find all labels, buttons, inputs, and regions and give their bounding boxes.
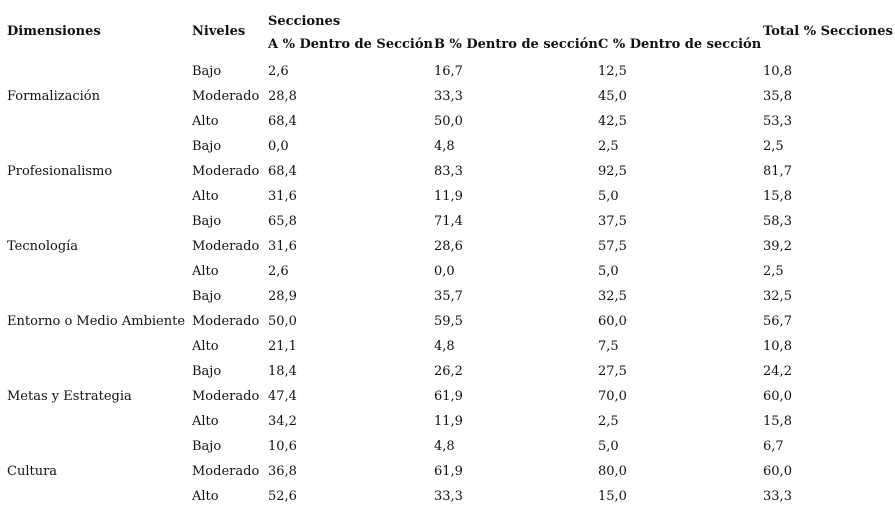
seccion-c-cell: 5,0 — [598, 439, 619, 454]
seccion-b-cell: 61,9 — [434, 464, 463, 479]
seccion-c-cell: 92,5 — [598, 164, 627, 179]
seccion-c-cell: 60,0 — [598, 314, 627, 329]
table-row — [7, 59, 889, 84]
nivel-cell: Moderado — [192, 464, 260, 479]
dimension-cell: Profesionalismo — [7, 164, 113, 179]
seccion-b-cell: 61,9 — [434, 389, 463, 404]
seccion-c-cell: 42,5 — [598, 114, 627, 129]
nivel-cell: Bajo — [192, 214, 222, 229]
nivel-cell: Alto — [192, 414, 219, 429]
header-total: Total % Secciones — [763, 24, 893, 39]
dimension-cell: Cultura — [7, 464, 58, 479]
table-row — [7, 434, 889, 459]
total-cell: 32,5 — [763, 289, 792, 304]
seccion-a-cell: 10,6 — [268, 439, 297, 454]
seccion-a-cell: 28,8 — [268, 89, 297, 104]
seccion-b-cell: 35,7 — [434, 289, 463, 304]
table-header — [7, 4, 893, 59]
total-cell: 60,0 — [763, 389, 792, 404]
nivel-cell: Bajo — [192, 139, 222, 154]
header-seccion-c: C % Dentro de sección — [598, 36, 762, 52]
seccion-a-cell: 21,1 — [268, 339, 297, 354]
total-cell: 10,8 — [763, 339, 792, 354]
seccion-a-cell: 36,8 — [268, 464, 297, 479]
seccion-b-cell: 0,0 — [434, 264, 455, 279]
dimension-cell: Entorno o Medio Ambiente — [7, 314, 186, 329]
header-seccion-b: B % Dentro de sección — [434, 36, 598, 52]
nivel-cell: Alto — [192, 264, 219, 279]
nivel-cell: Moderado — [192, 239, 260, 254]
seccion-c-cell: 7,5 — [598, 339, 619, 354]
seccion-b-cell: 33,3 — [434, 89, 463, 104]
seccion-a-cell: 18,4 — [268, 364, 297, 379]
seccion-a-cell: 47,4 — [268, 389, 297, 404]
seccion-b-cell: 71,4 — [434, 214, 463, 229]
seccion-b-cell: 4,8 — [434, 439, 455, 454]
header-dimensiones: Dimensiones — [7, 24, 101, 39]
seccion-c-cell: 2,5 — [598, 414, 619, 429]
seccion-c-cell: 27,5 — [598, 364, 627, 379]
results-table — [7, 4, 893, 509]
dimension-cell: Tecnología — [7, 239, 79, 254]
nivel-cell: Bajo — [192, 289, 222, 304]
seccion-c-cell: 15,0 — [598, 489, 627, 504]
seccion-a-cell: 31,6 — [268, 239, 297, 254]
total-cell: 60,0 — [763, 464, 792, 479]
seccion-b-cell: 59,5 — [434, 314, 463, 329]
seccion-c-cell: 37,5 — [598, 214, 627, 229]
seccion-c-cell: 32,5 — [598, 289, 627, 304]
table-body — [7, 59, 889, 509]
nivel-cell: Bajo — [192, 64, 222, 79]
table-row — [7, 134, 889, 159]
seccion-c-cell: 2,5 — [598, 139, 619, 154]
seccion-a-cell: 52,6 — [268, 489, 297, 504]
nivel-cell: Alto — [192, 339, 219, 354]
nivel-cell: Alto — [192, 189, 219, 204]
table-row — [7, 284, 889, 309]
seccion-c-cell: 12,5 — [598, 64, 627, 79]
header-niveles: Niveles — [192, 24, 246, 39]
total-cell: 58,3 — [763, 214, 792, 229]
total-cell: 15,8 — [763, 414, 792, 429]
seccion-b-cell: 11,9 — [434, 414, 463, 429]
nivel-cell: Moderado — [192, 389, 260, 404]
total-cell: 2,5 — [763, 139, 784, 154]
seccion-a-cell: 68,4 — [268, 164, 297, 179]
total-cell: 33,3 — [763, 489, 792, 504]
seccion-a-cell: 2,6 — [268, 264, 289, 279]
table-row — [7, 209, 889, 234]
header-row-top — [7, 4, 889, 31]
total-cell: 39,2 — [763, 239, 792, 254]
seccion-b-cell: 26,2 — [434, 364, 463, 379]
nivel-cell: Moderado — [192, 89, 260, 104]
nivel-cell: Bajo — [192, 439, 222, 454]
seccion-b-cell: 4,8 — [434, 339, 455, 354]
total-cell: 56,7 — [763, 314, 792, 329]
seccion-c-cell: 80,0 — [598, 464, 627, 479]
seccion-b-cell: 4,8 — [434, 139, 455, 154]
nivel-cell: Moderado — [192, 164, 260, 179]
header-secciones: Secciones — [268, 14, 341, 29]
dimension-cell: Metas y Estrategia — [7, 389, 132, 404]
seccion-a-cell: 50,0 — [268, 314, 297, 329]
total-cell: 15,8 — [763, 189, 792, 204]
seccion-a-cell: 0,0 — [268, 139, 289, 154]
total-cell: 10,8 — [763, 64, 792, 79]
seccion-b-cell: 11,9 — [434, 189, 463, 204]
seccion-b-cell: 28,6 — [434, 239, 463, 254]
seccion-b-cell: 33,3 — [434, 489, 463, 504]
nivel-cell: Bajo — [192, 364, 222, 379]
seccion-c-cell: 5,0 — [598, 264, 619, 279]
nivel-cell: Moderado — [192, 314, 260, 329]
total-cell: 81,7 — [763, 164, 792, 179]
seccion-a-cell: 65,8 — [268, 214, 297, 229]
header-seccion-a: A % Dentro de Sección — [268, 36, 433, 52]
seccion-b-cell: 50,0 — [434, 114, 463, 129]
seccion-b-cell: 83,3 — [434, 164, 463, 179]
seccion-a-cell: 28,9 — [268, 289, 297, 304]
table-row — [7, 359, 889, 384]
seccion-a-cell: 2,6 — [268, 64, 289, 79]
total-cell: 6,7 — [763, 439, 784, 454]
seccion-a-cell: 34,2 — [268, 414, 297, 429]
nivel-cell: Alto — [192, 489, 219, 504]
total-cell: 24,2 — [763, 364, 792, 379]
seccion-c-cell: 45,0 — [598, 89, 627, 104]
seccion-c-cell: 57,5 — [598, 239, 627, 254]
dimension-cell: Formalización — [7, 89, 100, 104]
results-table-container — [7, 4, 893, 509]
total-cell: 2,5 — [763, 264, 784, 279]
seccion-a-cell: 31,6 — [268, 189, 297, 204]
seccion-c-cell: 70,0 — [598, 389, 627, 404]
nivel-cell: Alto — [192, 114, 219, 129]
total-cell: 53,3 — [763, 114, 792, 129]
seccion-a-cell: 68,4 — [268, 114, 297, 129]
total-cell: 35,8 — [763, 89, 792, 104]
seccion-b-cell: 16,7 — [434, 64, 463, 79]
seccion-c-cell: 5,0 — [598, 189, 619, 204]
